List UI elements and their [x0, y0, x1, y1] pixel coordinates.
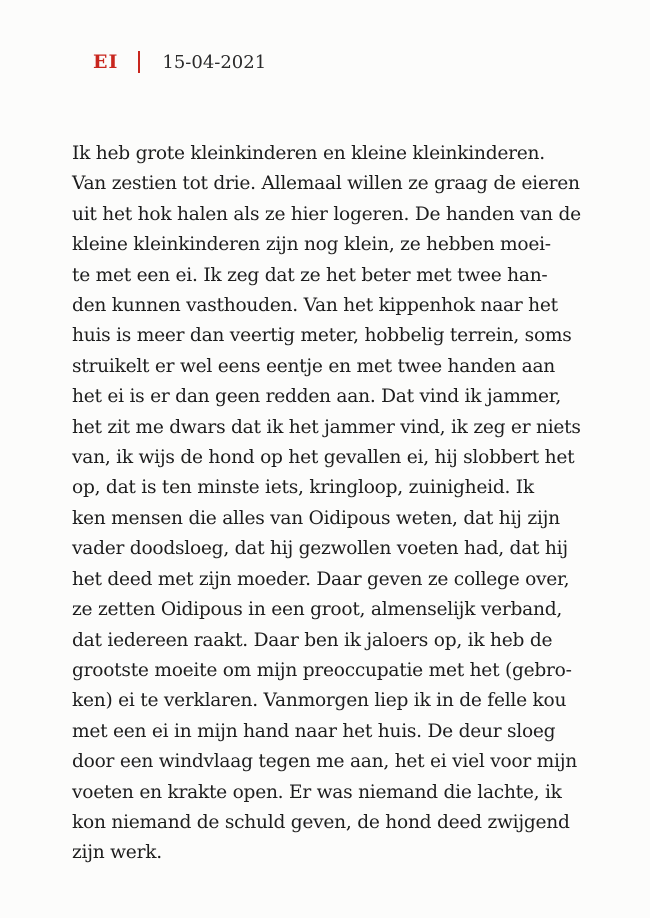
text-line: zijn werk.	[72, 842, 162, 864]
text-line: kon niemand de schuld geven, de hond deed zwijgend	[72, 811, 570, 833]
text-line: struikelt er wel eens eentje en met twee handen aan	[72, 355, 556, 377]
header	[93, 46, 266, 78]
text-line: het deed met zijn moeder. Daar geven ze college over,	[72, 568, 570, 590]
text-line: kleine kleinkinderen zijn nog klein, ze hebben moei-	[72, 234, 551, 256]
body-text	[72, 139, 592, 869]
text-line: van, ik wijs de hond op het gevallen ei, hij slobbert het	[72, 447, 575, 469]
text-line: den kunnen vasthouden. Van het kippenhok naar het	[72, 295, 558, 317]
text-line: uit het hok halen als ze hier logeren. De handen van de	[72, 203, 581, 225]
text-line: vader doodsloeg, dat hij gezwollen voeten had, dat hij	[72, 538, 568, 560]
text-line: dat iedereen raakt. Daar ben ik jaloers op, ik heb de	[72, 629, 553, 651]
text-line: ken mensen die alles van Oidipous weten, dat hij zijn	[72, 507, 560, 529]
text-line: door een windvlaag tegen me aan, het ei viel voor mijn	[72, 751, 577, 773]
text-line: Ik heb grote kleinkinderen en kleine kleinkinderen.	[72, 143, 545, 164]
text-line: het ei is er dan geen redden aan. Dat vind ik jammer,	[72, 386, 562, 408]
header-divider	[138, 51, 140, 73]
text-line: op, dat is ten minste iets, kringloop, zuinigheid. Ik	[72, 477, 534, 499]
text-line: huis is meer dan veertig meter, hobbelig terrein, soms	[72, 325, 572, 347]
text-line: grootste moeite om mijn preoccupatie met het (gebro-	[72, 659, 572, 681]
page-title: EI	[93, 51, 119, 73]
text-line: ken) ei te verklaren. Vanmorgen liep ik in de felle kou	[72, 690, 567, 712]
text-line: te met een ei. Ik zeg dat ze het beter met twee han-	[72, 264, 548, 286]
date-label: 15-04-2021	[162, 51, 267, 73]
text-line: Van zestien tot drie. Allemaal willen ze graag de eieren	[72, 173, 580, 195]
text-line: ze zetten Oidipous in een groot, almenselijk verband,	[72, 599, 563, 621]
text-line: voeten en krakte open. Er was niemand die lachte, ik	[72, 781, 562, 803]
text-line: met een ei in mijn hand naar het huis. De deur sloeg	[72, 720, 556, 742]
text-line: het zit me dwars dat ik het jammer vind, ik zeg er niets	[72, 416, 581, 438]
